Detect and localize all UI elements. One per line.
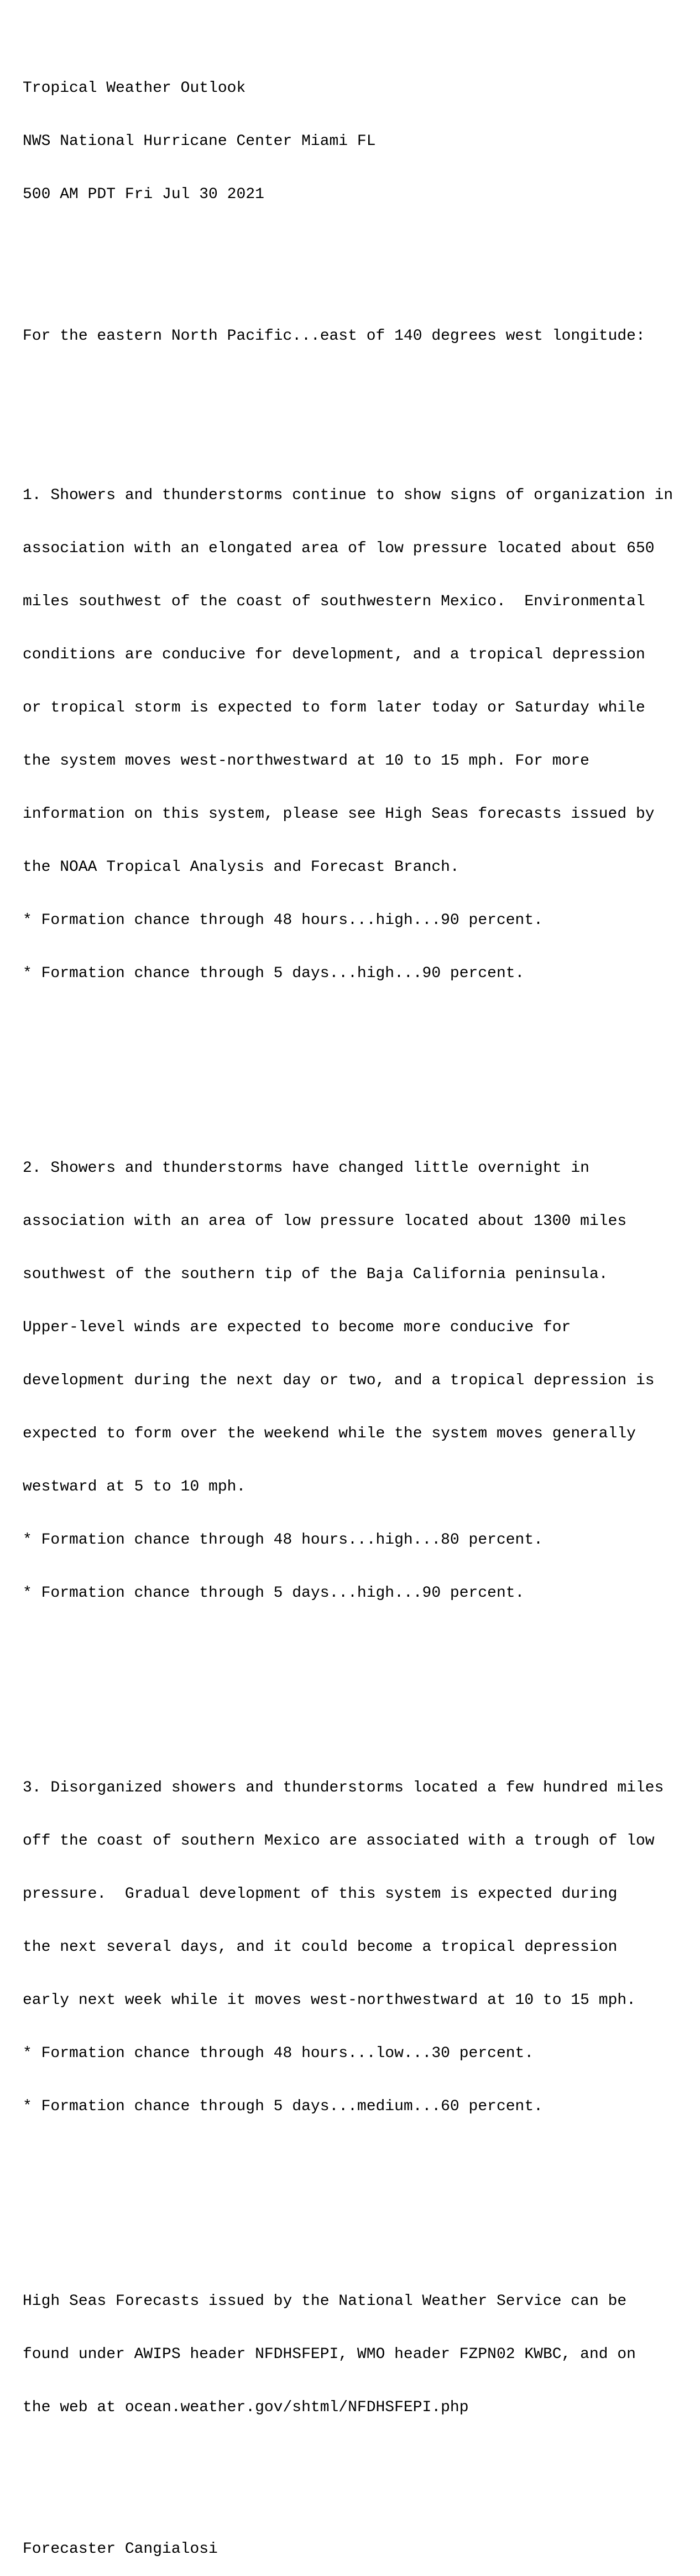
blank-line [23, 1673, 673, 1691]
system-2 [23, 1124, 673, 1638]
system-text-line: miles southwest of the coast of southwestern Mexico. Environmental [23, 593, 645, 610]
bulletin-title: Tropical Weather Outlook [23, 80, 246, 97]
system-text-line: southwest of the southern tip of the Baja California peninsula. [23, 1266, 608, 1283]
formation-chance-48h: * Formation chance through 48 hours...high...80 percent. [23, 1531, 543, 1549]
system-text-line: early next week while it moves west-northwestward at 10 to 15 mph. [23, 1992, 636, 2009]
system-text-line: conditions are conducive for development, and a tropical depression [23, 646, 645, 663]
system-text-line: 3. Disorganized showers and thunderstorms located a few hundred miles [23, 1779, 664, 1796]
high-seas-note [23, 2257, 673, 2452]
formation-chance-5d: * Formation chance through 5 days...medium...60 percent. [23, 2098, 543, 2115]
footer-line: found under AWIPS header NFDHSFEPI, WMO header FZPN02 KWBC, and on [23, 2346, 636, 2363]
footer-line: the web at ocean.weather.gov/shtml/NFDHSFEPI.php [23, 2399, 469, 2416]
blank-line [23, 381, 673, 398]
system-text-line: Upper-level winds are expected to become more conducive for [23, 1319, 571, 1336]
formation-chance-48h: * Formation chance through 48 hours...high...90 percent. [23, 912, 543, 929]
formation-chance-5d: * Formation chance through 5 days...high...90 percent. [23, 965, 525, 982]
system-text-line: off the coast of southern Mexico are associated with a trough of low [23, 1832, 655, 1850]
issue-time: 500 AM PDT Fri Jul 30 2021 [23, 186, 264, 203]
system-3 [23, 1744, 673, 2151]
blank-line [23, 274, 673, 292]
system-text-line: association with an area of low pressure located about 1300 miles [23, 1213, 627, 1230]
bulletin-header [23, 44, 673, 239]
system-text-line: the next several days, and it could become a tropical depression [23, 1939, 618, 1956]
tropical-weather-outlook-text [23, 9, 673, 2576]
formation-chance-48h: * Formation chance through 48 hours...low...30 percent. [23, 2045, 534, 2062]
system-1 [23, 451, 673, 1018]
system-text-line: 2. Showers and thunderstorms have changed little overnight in [23, 1160, 589, 1177]
system-text-line: information on this system, please see High Seas forecasts issued by [23, 806, 655, 823]
system-text-line: 1. Showers and thunderstorms continue to show signs of organization in [23, 487, 673, 504]
system-text-line: the NOAA Tropical Analysis and Forecast Branch. [23, 859, 459, 876]
footer-line: High Seas Forecasts issued by the National Weather Service can be [23, 2293, 627, 2310]
forecaster-signature: Forecaster Cangialosi [23, 2541, 218, 2558]
system-text-line: the system moves west-northwestward at 10 to 15 mph. For more [23, 752, 589, 770]
system-text-line: westward at 5 to 10 mph. [23, 1478, 246, 1495]
area-statement: For the eastern North Pacific...east of 140 degrees west longitude: [23, 328, 645, 345]
formation-chance-5d: * Formation chance through 5 days...high...90 percent. [23, 1585, 525, 1602]
issuing-office: NWS National Hurricane Center Miami FL [23, 133, 376, 150]
blank-line [23, 1053, 673, 1071]
system-text-line: development during the next day or two, and a tropical depression is [23, 1372, 655, 1389]
system-text-line: association with an elongated area of low pressure located about 650 [23, 540, 655, 557]
blank-line [23, 2187, 673, 2204]
system-text-line: expected to form over the weekend while the system moves generally [23, 1425, 636, 1442]
blank-line [23, 2487, 673, 2505]
system-text-line: pressure. Gradual development of this system is expected during [23, 1886, 618, 1903]
system-text-line: or tropical storm is expected to form later today or Saturday while [23, 699, 645, 716]
